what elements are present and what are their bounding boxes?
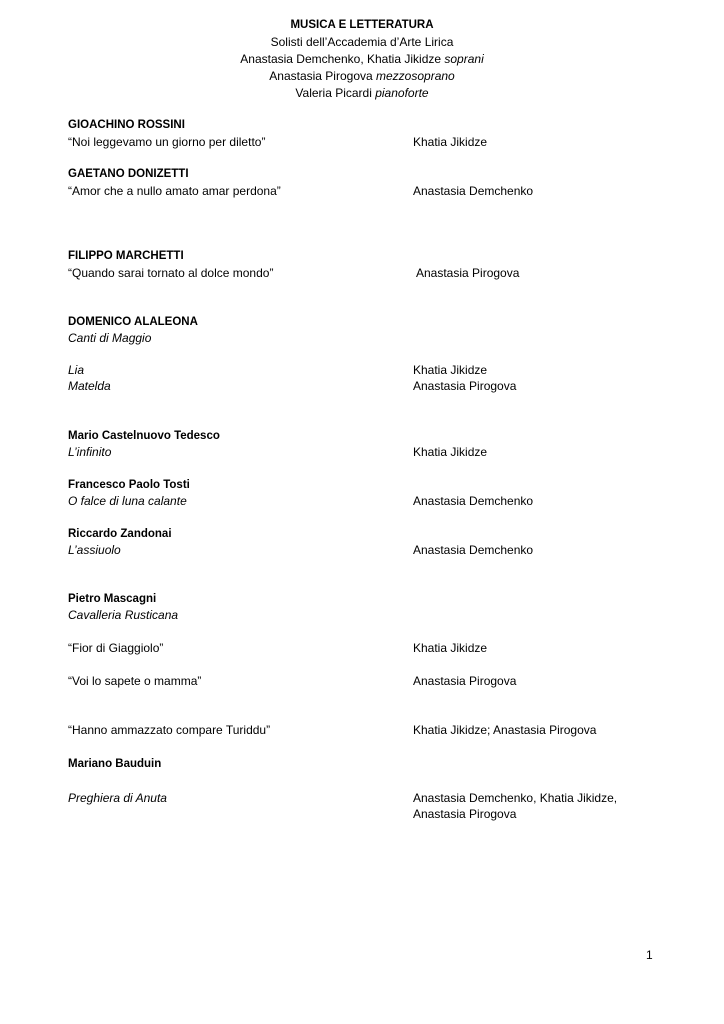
- composer-name: Pietro Mascagni: [68, 593, 157, 605]
- program-entry-composer: [0, 428, 724, 444]
- program-entry: [0, 673, 724, 689]
- page-number: 1: [646, 948, 653, 962]
- performer-name: Anastasia Pirogova: [413, 807, 517, 821]
- soprani-names: Anastasia Demchenko, Khatia Jikidze: [240, 52, 445, 66]
- mezzosoprano-role: mezzosoprano: [376, 69, 455, 83]
- pianoforte-line: [0, 85, 724, 102]
- program-entry: [0, 493, 724, 509]
- work-title: Canti di Maggio: [68, 331, 152, 345]
- performer-name: Khatia Jikidze: [413, 363, 488, 377]
- piece-title: L’assiuolo: [68, 543, 121, 557]
- performer-name: Anastasia Pirogova: [413, 379, 517, 393]
- program-entry: [0, 362, 724, 378]
- program-entry: [0, 640, 724, 656]
- performer-name: Khatia Jikidze: [413, 641, 488, 655]
- pianoforte-role: pianoforte: [375, 86, 429, 100]
- piece-title: “Voi lo sapete o mamma”: [68, 674, 202, 688]
- performer-name: Anastasia Pirogova: [413, 674, 517, 688]
- program-entry: [0, 444, 724, 460]
- program-title: MUSICA E LETTERATURA: [290, 19, 434, 31]
- performer-name: Anastasia Demchenko: [413, 494, 534, 508]
- piece-title: Lia: [68, 363, 85, 377]
- performer-name: Anastasia Demchenko, Khatia Jikidze,: [413, 791, 618, 805]
- performer-name: Khatia Jikidze; Anastasia Pirogova: [413, 723, 597, 737]
- composer-name: Riccardo Zandonai: [68, 528, 172, 540]
- piece-title: L’infinito: [68, 445, 112, 459]
- composer-name: Francesco Paolo Tosti: [68, 479, 190, 491]
- program-entry: [0, 183, 724, 199]
- composer-name: DOMENICO ALALEONA: [68, 316, 198, 328]
- program-entry: [0, 378, 724, 394]
- mezzosoprano-line: [0, 68, 724, 85]
- piece-title: Preghiera di Anuta: [68, 791, 167, 805]
- soprani-line: [0, 51, 724, 68]
- piece-title: “Fior di Giaggiolo”: [68, 641, 164, 655]
- work-title-row: [0, 330, 724, 346]
- program-entry: [0, 722, 724, 738]
- performer-name: Anastasia Pirogova: [416, 266, 520, 280]
- performer-name: Khatia Jikidze: [413, 445, 488, 459]
- program-entry-composer: [0, 526, 724, 542]
- program-entry-continuation: [0, 806, 724, 822]
- composer-name: FILIPPO MARCHETTI: [68, 250, 184, 262]
- composer-name: GAETANO DONIZETTI: [68, 168, 189, 180]
- piece-title: Matelda: [68, 379, 111, 393]
- performer-name: Anastasia Demchenko: [413, 543, 534, 557]
- program-subtitle: Solisti dell’Accademia d’Arte Lirica: [270, 35, 454, 49]
- piece-title: “Hanno ammazzato compare Turiddu”: [68, 723, 271, 737]
- composer-name: Mariano Bauduin: [68, 758, 162, 770]
- composer-name: Mario Castelnuovo Tedesco: [68, 430, 220, 442]
- program-entry-composer: [0, 314, 724, 330]
- piece-title: O falce di luna calante: [68, 494, 187, 508]
- pianoforte-name: Valeria Picardi: [295, 86, 376, 100]
- program-entry-composer: [0, 166, 724, 182]
- performer-name: Anastasia Demchenko: [413, 184, 534, 198]
- program-entry-composer: [0, 591, 724, 607]
- program-entry: [0, 134, 724, 150]
- program-entry-composer: [0, 248, 724, 264]
- work-title-row: [0, 607, 724, 623]
- program-entry: [0, 265, 724, 281]
- soprani-role: soprani: [444, 52, 484, 66]
- piece-title: “Quando sarai tornato al dolce mondo”: [68, 266, 274, 280]
- work-title: Cavalleria Rusticana: [68, 608, 179, 622]
- program-header: [0, 17, 724, 102]
- program-entry-composer: [0, 477, 724, 493]
- piece-title: “Noi leggevamo un giorno per diletto”: [68, 135, 266, 149]
- program-entry-composer: [0, 756, 724, 772]
- mezzosoprano-name: Anastasia Pirogova: [269, 69, 376, 83]
- piece-title: “Amor che a nullo amato amar perdona”: [68, 184, 281, 198]
- composer-name: GIOACHINO ROSSINI: [68, 119, 185, 131]
- program-entry: [0, 542, 724, 558]
- performer-name: Khatia Jikidze: [413, 135, 488, 149]
- program-entry: [0, 790, 724, 806]
- program-entry-composer: [0, 117, 724, 133]
